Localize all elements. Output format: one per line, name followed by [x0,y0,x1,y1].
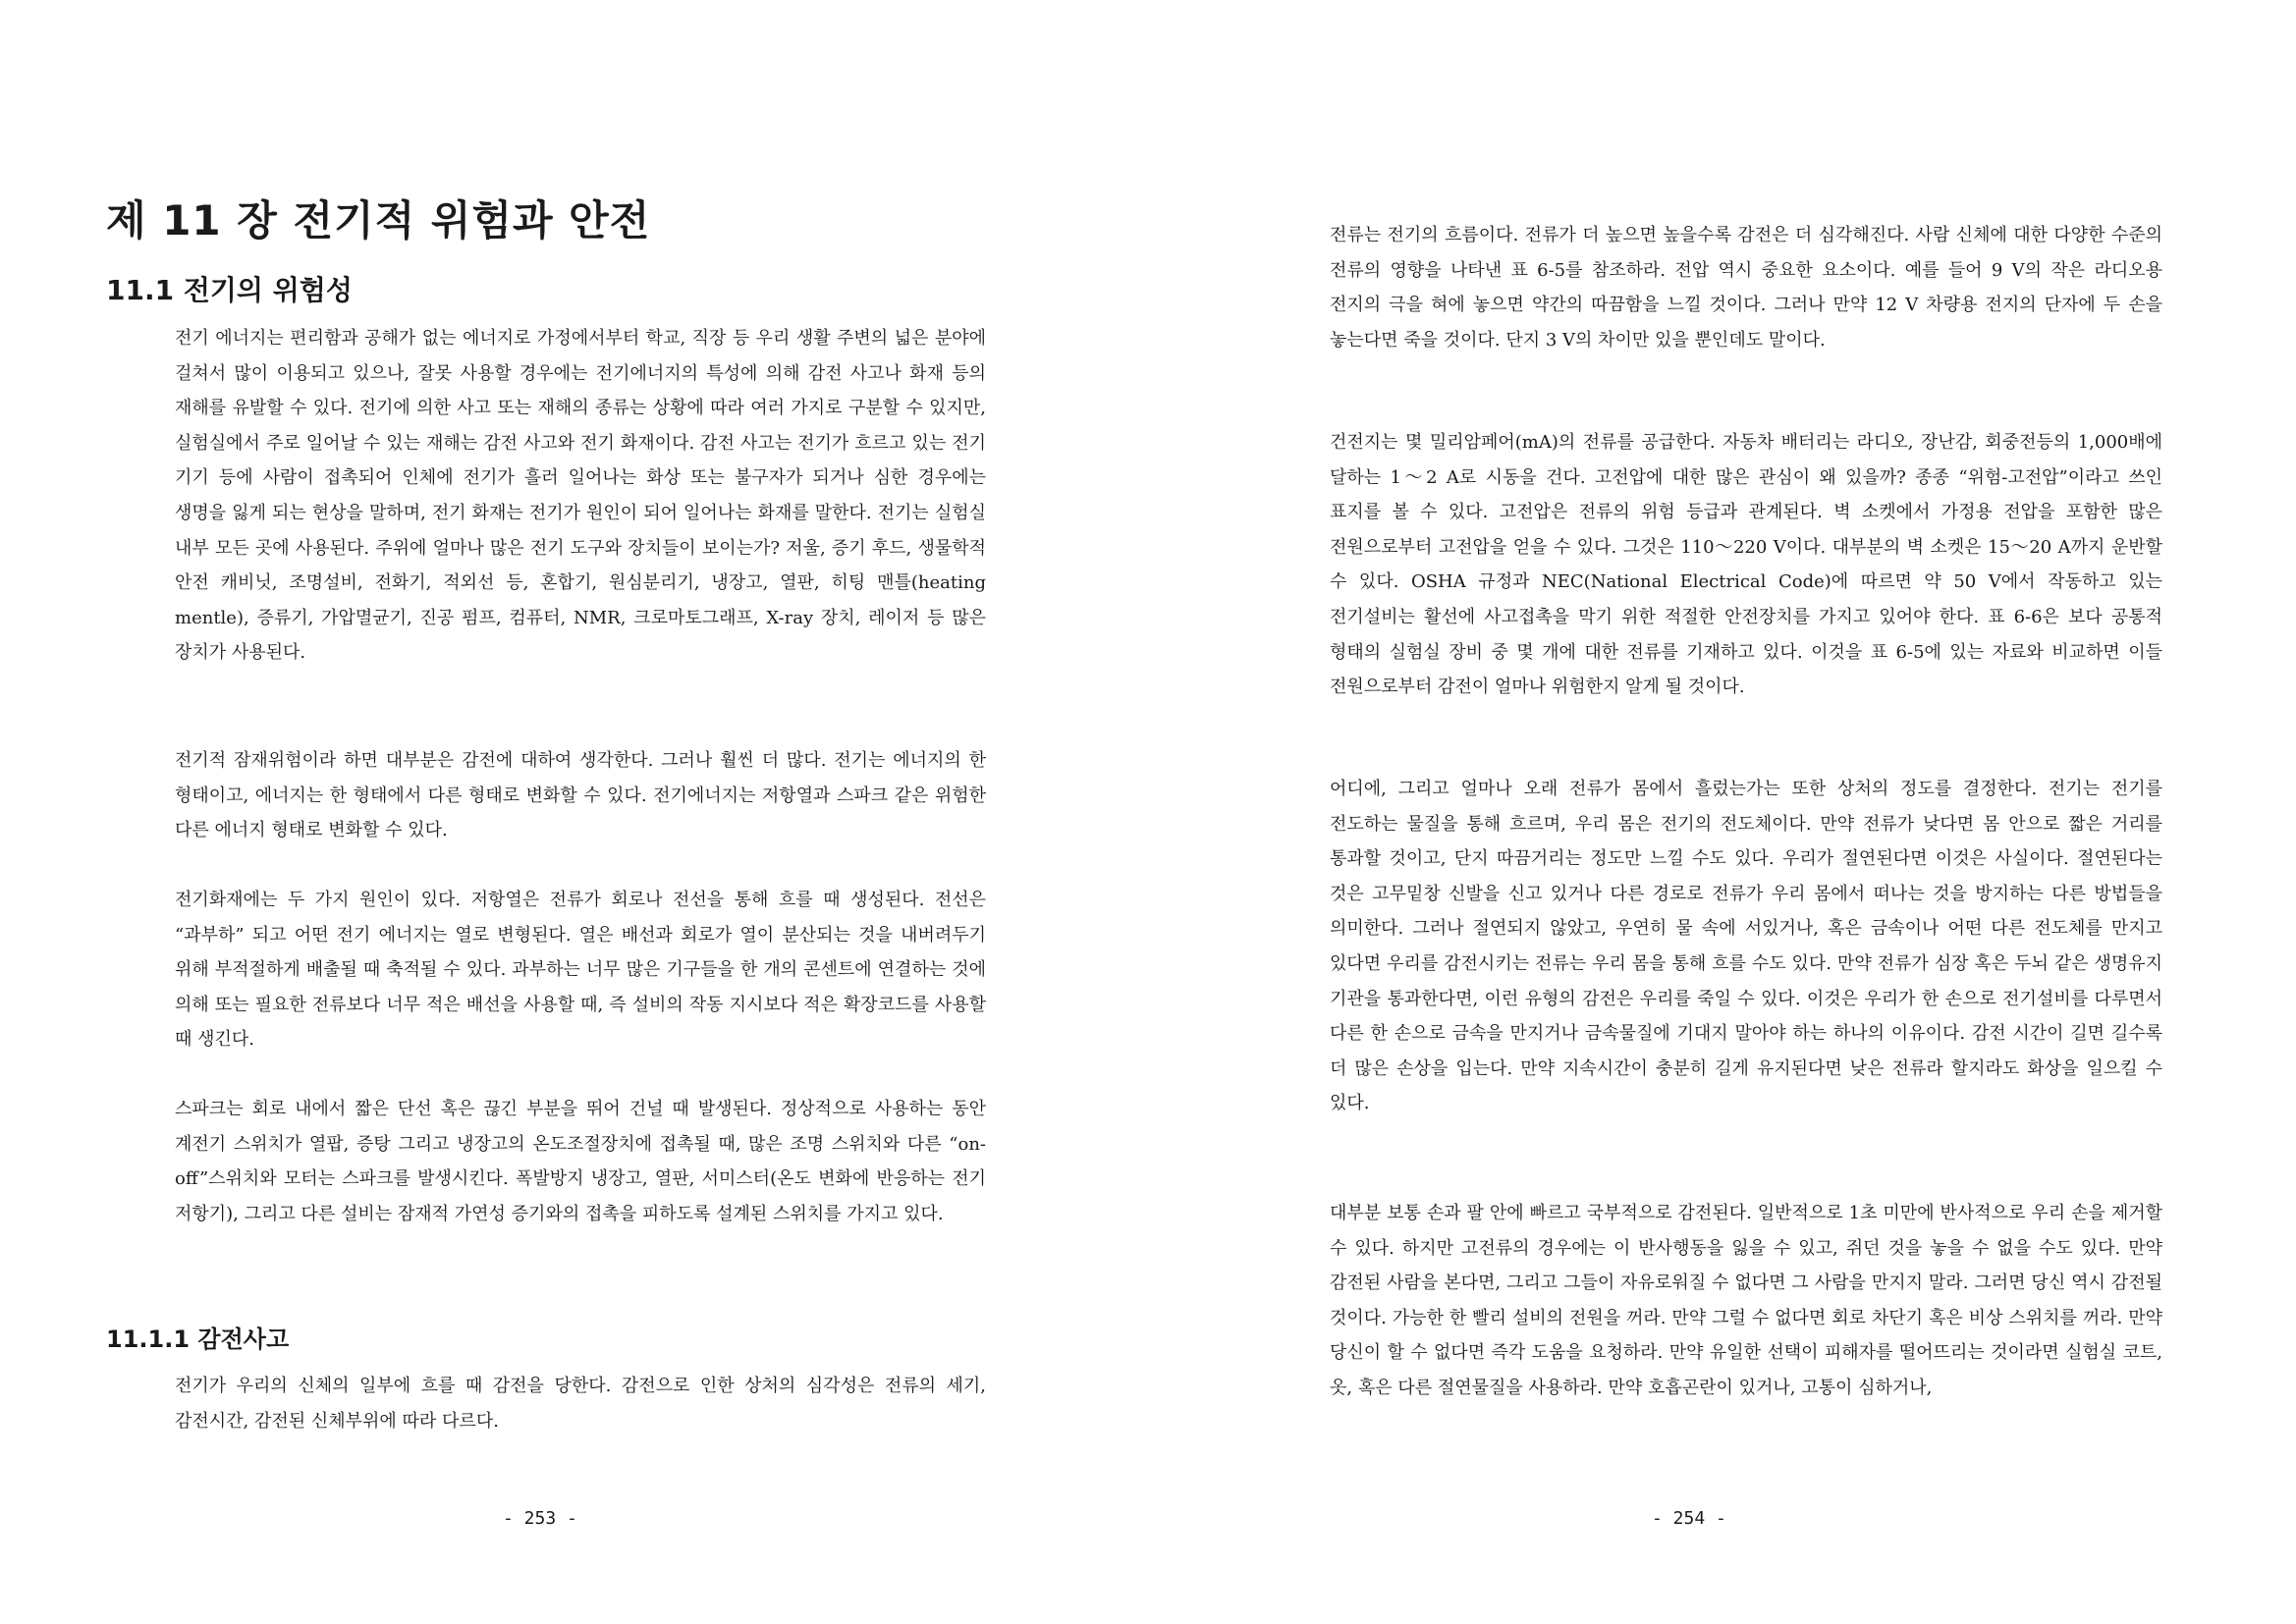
body-paragraph: 전기화재에는 두 가지 원인이 있다. 저항열은 전류가 회로나 전선을 통해 흐를 때 생성된다. 전선은 “과부하” 되고 어떤 전기 에너지는 열로 변형된다. 열은 배선과 회로가 열이 분산되는 것을 내버려두기 위해 부적절하게 배출될 때 축적될 수 있다. 과부하는 너무 많은 기구들을 한 개의 콘센트에 연결하는 것에 의해 또는 필요한 전류보다 너무 적은 배선을 사용할 때, 즉 설비의 작동 지시보다 적은 확장코드를 사용할 때 생긴다. [175,890,986,1051]
body-paragraph: 대부분 보통 손과 팔 안에 빠르고 국부적으로 감전된다. 일반적으로 1초 미만에 반사적으로 우리 손을 제거할 수 있다. 하지만 고전류의 경우에는 이 반사행동을 잃을 수 있고, 쥐던 것을 놓을 수 없을 수도 있다. 만약 감전된 사람을 본다면, 그리고 그들이 자유로워질 수 없다면 그 사람을 만지지 말라. 그러면 당신 역시 감전될 것이다. 가능한 한 빨리 설비의 전원을 꺼라. 만약 그럴 수 없다면 회로 차단기 혹은 비상 스위치를 꺼라. 만약 당신이 할 수 없다면 즉각 도움을 요청하라. 만약 유일한 선택이 피해자를 떨어뜨리는 것이라면 실험실 코트, 옷, 혹은 다른 절연물질을 사용하라. 만약 호흡곤란이 있거나, 고통이 심하거나, [1330,1203,2162,1398]
body-paragraph: 건전지는 몇 밀리암페어(mA)의 전류를 공급한다. 자동차 배터리는 라디오, 장난감, 회중전등의 1,000배에 달하는 1～2 A로 시동을 건다. 고전압에 대한 많은 관심이 왜 있을까? 종종 “위험-고전압”이라고 쓰인 표지를 볼 수 있다. 고전압은 전류의 위험 등급과 관계된다. 벽 소켓에서 가정용 전압을 포함한 많은 전원으로부터 고전압을 얻을 수 있다. 그것은 110～220 V이다. 대부분의 벽 소켓은 15～20 A까지 운반할 수 있다. OSHA 규정과 NEC(National Electrical Code)에 따르면 약 50 V에서 작동하고 있는 전기설비는 활선에 사고접촉을 막기 위한 적절한 안전장치를 가지고 있어야 한다. 표 6-6은 보다 공통적 형태의 실험실 장비 중 몇 개에 대한 전류를 기재하고 있다. 이것을 표 6-5에 있는 자료와 비교하면 이들 전원으로부터 감전이 얼마나 위험한지 알게 될 것이다. [1330,432,2162,698]
body-paragraph: 스파크는 회로 내에서 짧은 단선 혹은 끊긴 부분을 뛰어 건널 때 발생된다. 정상적으로 사용하는 동안 계전기 스위치가 열팝, 증탕 그리고 냉장고의 온도조절장치에 접촉될 때, 많은 조명 스위치와 다른 “on-off”스위치와 모터는 스파크를 발생시킨다. 폭발방지 냉장고, 열판, 서미스터(온도 변화에 반응하는 전기 저항기), 그리고 다른 설비는 잠재적 가연성 증기와의 접촉을 피하도록 설계된 스위치를 가지고 있다. [175,1099,986,1224]
section-title: 11.1 전기의 위험성 [106,274,353,306]
body-paragraph: 전기가 우리의 신체의 일부에 흐를 때 감전을 당한다. 감전으로 인한 상처의 심각성은 전류의 세기, 감전시간, 감전된 신체부위에 따라 다르다. [175,1376,986,1432]
body-paragraph: 전기적 잠재위험이라 하면 대부분은 감전에 대하여 생각한다. 그러나 훨씬 더 많다. 전기는 에너지의 한 형태이고, 에너지는 한 형태에서 다른 형태로 변화할 수 있다. 전기에너지는 저항열과 스파크 같은 위험한 다른 에너지 형태로 변화할 수 있다. [175,750,986,841]
body-paragraph: 어디에, 그리고 얼마나 오래 전류가 몸에서 흘렀는가는 또한 상처의 정도를 결정한다. 전기는 전기를 전도하는 물질을 통해 흐르며, 우리 몸은 전기의 전도체이다. 만약 전류가 낮다면 몸 안으로 짧은 거리를 통과할 것이고, 단지 따끔거리는 정도만 느낄 수도 있다. 우리가 절연된다면 이것은 사실이다. 절연된다는 것은 고무밑창 신발을 신고 있거나 다른 경로로 전류가 우리 몸에서 떠나는 것을 방지하는 다른 방법들을 의미한다. 그러나 절연되지 않았고, 우연히 물 속에 서있거나, 혹은 금속이나 어떤 다른 전도체를 만지고 있다면 우리를 감전시키는 전류는 우리 몸을 통해 흐를 수도 있다. 만약 전류가 심장 혹은 두뇌 같은 생명유지 기관을 통과한다면, 이런 유형의 감전은 우리를 죽일 수 있다. 이것은 우리가 한 손으로 전기설비를 다루면서 다른 한 손으로 금속을 만지거나 금속물질에 기대지 말아야 하는 하나의 이유이다. 감전 시간이 길면 길수록 더 많은 손상을 입는다. 만약 지속시간이 충분히 길게 유지된다면 낮은 전류라 할지라도 화상을 일으킬 수 있다. [1330,779,2162,1114]
body-paragraph: 전기 에너지는 편리함과 공해가 없는 에너지로 가정에서부터 학교, 직장 등 우리 생활 주변의 넓은 분야에 걸쳐서 많이 이용되고 있으나, 잘못 사용할 경우에는 전기에너지의 특성에 의해 감전 사고나 화재 등의 재해를 유발할 수 있다. 전기에 의한 사고 또는 재해의 종류는 상황에 따라 여러 가지로 구분할 수 있지만, 실험실에서 주로 일어날 수 있는 재해는 감전 사고와 전기 화재이다. 감전 사고는 전기가 흐르고 있는 전기 기기 등에 사람이 접촉되어 인체에 전기가 흘러 일어나는 화상 또는 불구자가 되거나 심한 경우에는 생명을 잃게 되는 현상을 말하며, 전기 화재는 전기가 원인이 되어 일어나는 화재를 말한다. 전기는 실험실 내부 모든 곳에 사용된다. 주위에 얼마나 많은 전기 도구와 장치들이 보이는가? 저울, 증기 후드, 생물학적 안전 캐비닛, 조명설비, 전화기, 적외선 등, 혼합기, 원심분리기, 냉장고, 열판, 히팅 맨틀(heating mentle), 증류기, 가압멸균기, 진공 펌프, 컴퓨터, NMR, 크로마토그래프, X-ray 장치, 레이저 등 많은 장치가 사용된다. [175,328,986,664]
page-number: - 253 - [503,1508,577,1529]
page-number: - 254 - [1652,1508,1726,1529]
subsection-title: 11.1.1 감전사고 [106,1326,290,1353]
body-paragraph: 전류는 전기의 흐름이다. 전류가 더 높으면 높을수록 감전은 더 심각해진다. 사람 신체에 대한 다양한 수준의 전류의 영향을 나타낸 표 6-5를 참조하라. 전압 역시 중요한 요소이다. 예를 들어 9 V의 작은 라디오용 전지의 극을 혀에 놓으면 약간의 따끔함을 느낄 것이다. 그러나 만약 12 V 차량용 전지의 단자에 두 손을 놓는다면 죽을 것이다. 단지 3 V의 차이만 있을 뿐인데도 말이다. [1330,225,2162,351]
right-page [1148,0,2296,1624]
chapter-title: 제 11 장 전기적 위험과 안전 [106,196,651,244]
